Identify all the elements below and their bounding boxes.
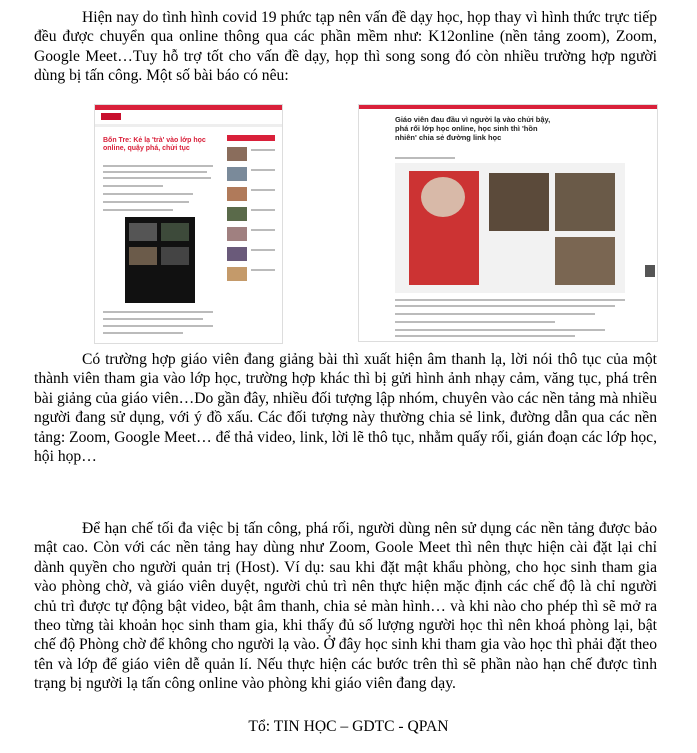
footer-department: Tổ: TIN HỌC – GDTC - QPAN	[248, 718, 449, 735]
paragraph-intro: Hiện nay do tình hình covid 19 phức tạp nên vấn đề dạy học, họp thay vì hình thức trực tiếp đều được chuyển qua online thông qua các phần mềm như: K12online (nền tảng zoom), Zoom, Google Meet…Tuy hỗ trợ tốt cho vấn đề dạy, họp thì song song đó còn nhiều trường hợp người dùng bị tấn công. Một số bài báo có nêu:	[34, 9, 657, 85]
scroll-up-icon	[645, 265, 655, 277]
video-call-image	[125, 217, 195, 303]
paragraph-prevention: Để hạn chế tối đa việc bị tấn công, phá rối, người dùng nên sử dụng các nền tảng được bảo mật cao. Còn với các nền tảng hay dùng như Zoom, Goole Meet thì nên thực hiện cài đặt lại chỉ dành quyền cho người quản trị (Host). Ví dụ: sau khi đặt mật khẩu phòng, cho học sinh tham gia vào phòng chờ, và giáo viên duyệt, người chủ trì nên thực hiện mặc định các chế độ là chỉ người chủ trì được tự động bật video, bật âm thanh, chia sẻ màn hình… và khi nào cho phép thì sẽ mở ra theo từng tài khoản học sinh tham gia, khi thấy đủ số lượng người học thì nên khoá phòng lại, bật chế độ Phòng chờ để không cho người lạ vào. Ở đây học sinh khi tham gia vào học thì phải đặt theo tên và lớp để giáo viên dễ quản lí. Nếu thực hiện các bước trên thì sẽ phần nào hạn chế được tình trạng bị người lạ tấn công online vào phòng khi giáo viên đang dạy.	[34, 520, 658, 693]
video-call-image	[395, 163, 625, 293]
paragraph-attack-cases: Có trường hợp giáo viên đang giảng bài thì xuất hiện âm thanh lạ, lời nói thô tục của một thành viên tham gia vào lớp học, trường hợp khác thì bị gửi hình ảnh nhạy cảm, văng tục, phá trên bài giảng của giáo viên…Do gần đây, nhiều đối tượng lập nhóm, chuyên vào các nền tảng mà nhiều người đang sử dụng, với ý đồ xấu. Các đối tượng này thường chia sẻ link, đường dẫn qua các nền tảng: Zoom, Google Meet… để thả video, link, lời lẽ thô tục, nhằm quấy rối, gián đoạn các lớp học, hội họp…	[34, 351, 657, 466]
news-screenshot-right	[358, 104, 658, 342]
news-headline: Giáo viên đau đầu vì người lạ vào chửi bậy, phá rối lớp học online, học sinh thì 'hồn nhiên' chia sẻ đường link học	[395, 115, 551, 142]
news-headline: Bốn Tre: Kẻ lạ 'trà' vào lớp học online, quậy phá, chửi tục	[103, 137, 206, 152]
news-screenshot-left	[94, 104, 283, 344]
